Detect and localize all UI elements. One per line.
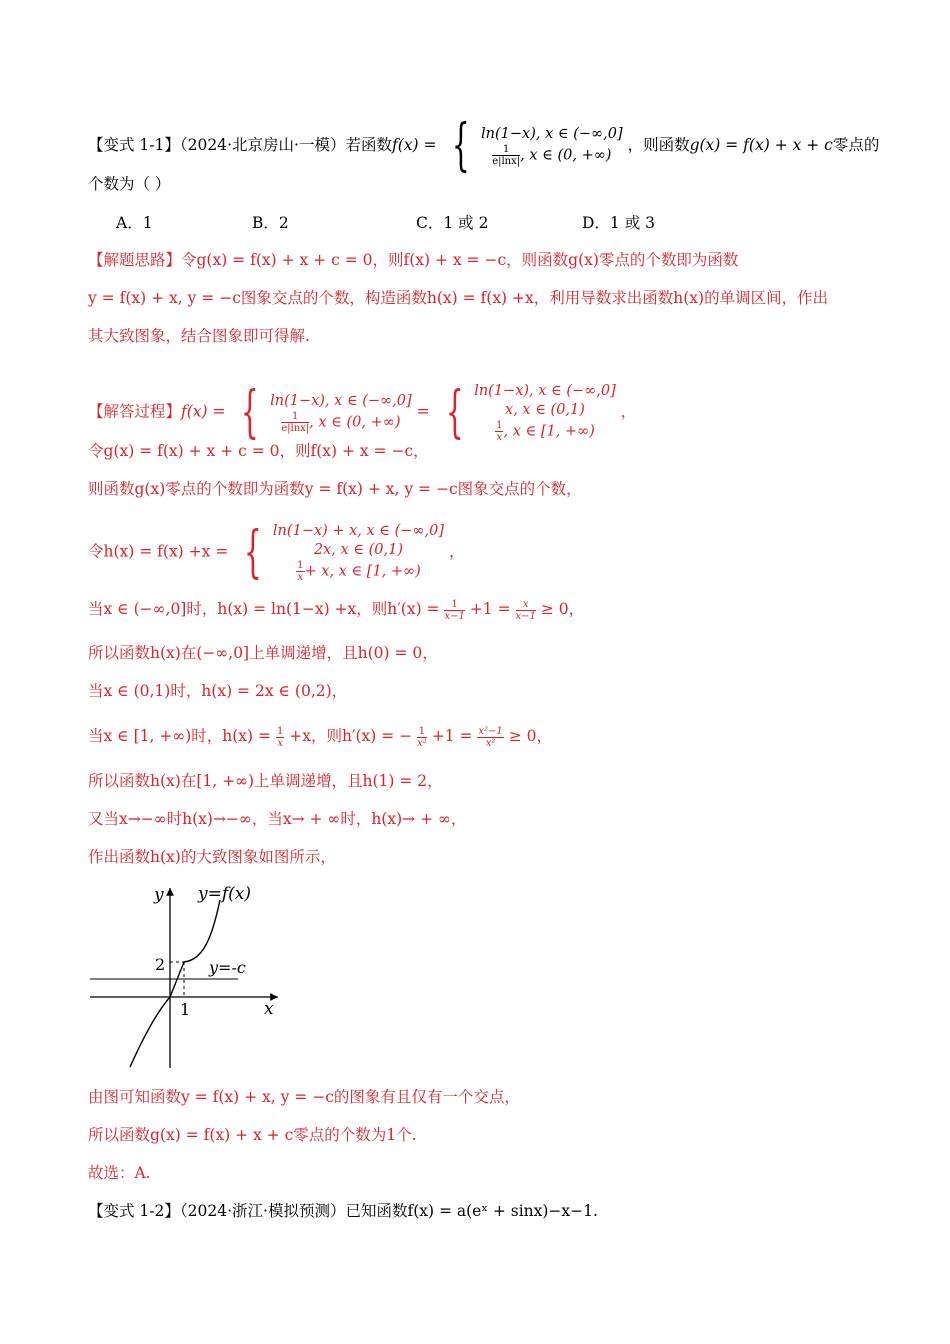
sol-line-3: 则函数g(x)零点的个数即为函数y = f(x) + x, y = −c图象交点的个数， bbox=[88, 480, 582, 498]
q1-case1: ln(1−x), x ∈ (−∞,0] bbox=[481, 126, 623, 142]
sol-comma: ， bbox=[448, 542, 465, 561]
sol-l5a: 当x ∈ (−∞,0]时，h(x) = ln(1−x) +x，则h′(x) = bbox=[88, 600, 440, 618]
frac-num: 1 bbox=[492, 144, 520, 156]
sol-l8c: +1 = bbox=[431, 727, 473, 745]
sol-l8-frac1 bbox=[276, 726, 284, 749]
frac-den: x−1 bbox=[515, 610, 536, 622]
q1-case2-domain: , x ∈ (0, +∞) bbox=[520, 147, 612, 164]
frac-num: 1 bbox=[418, 725, 426, 737]
sol-line-10: 又当x→−∞时h(x)→−∞，当x→ + ∞时，h(x)→ + ∞， bbox=[88, 810, 467, 828]
frac-num: 1 bbox=[444, 599, 464, 611]
sol-line-6: 所以函数h(x)在(−∞,0]上单调递增，且h(0) = 0， bbox=[88, 644, 438, 662]
sol-h3 bbox=[273, 560, 444, 583]
sol-h3-domain: + x, x ∈ [1, +∞) bbox=[304, 563, 421, 580]
sol-h1: ln(1−x) + x, x ∈ (−∞,0] bbox=[272, 523, 445, 539]
q1-piecewise-rows bbox=[481, 125, 623, 167]
brace: { bbox=[241, 379, 260, 445]
sol-line-9: 所以函数h(x)在[1, +∞)上单调递增，且h(1) = 2， bbox=[88, 772, 443, 790]
line-label: y=-c bbox=[209, 958, 246, 977]
brace: { bbox=[244, 519, 262, 585]
option-b: B．2 bbox=[252, 214, 289, 232]
q1-fx: f(x) = bbox=[391, 136, 437, 154]
frac-den: x bbox=[277, 737, 283, 749]
sol-piecewise-a bbox=[230, 379, 412, 445]
idea-line-3: 其大致图象，结合图象即可得解. bbox=[88, 327, 310, 345]
frac-num: 1 bbox=[281, 411, 309, 423]
frac-num: x²−1 bbox=[478, 725, 503, 737]
q2-text: 已知函数f(x) = a(eˣ + sinx)−x−1. bbox=[345, 1202, 598, 1220]
brace: { bbox=[452, 113, 471, 178]
q1-gx: g(x) = f(x) + x + c bbox=[689, 136, 833, 154]
curve-label: y=f(x) bbox=[198, 884, 251, 904]
sol-l5-frac2 bbox=[516, 599, 536, 622]
q1-tag: 【变式 1-1】 bbox=[88, 136, 180, 154]
sol-comma: ， bbox=[620, 402, 637, 421]
q1-stem-2: 个数为（ ） bbox=[88, 175, 171, 193]
option-d: D．1 或 3 bbox=[582, 214, 656, 232]
q1-source: （2024·北京房山·一模） bbox=[179, 136, 346, 154]
frac-num: x bbox=[516, 599, 536, 611]
idea-line-2: y = f(x) + x, y = −c图象交点的个数，构造函数h(x) = f(x) +x，利用导数求出函数h(x)的单调区间，作出 bbox=[88, 289, 829, 307]
sol-a2-frac bbox=[281, 411, 309, 434]
q1-case2 bbox=[481, 144, 623, 167]
sol-line-1 bbox=[88, 379, 637, 445]
brace: { bbox=[445, 379, 464, 445]
sol-a1: ln(1−x), x ∈ (−∞,0] bbox=[270, 392, 412, 409]
sol-l8b: +x，则h′(x) = − bbox=[289, 727, 413, 745]
frac-den: x bbox=[297, 572, 304, 583]
frac-den: x bbox=[496, 432, 503, 443]
sol-l8d: ≥ 0， bbox=[508, 727, 553, 745]
q1-piecewise bbox=[441, 113, 623, 178]
sol-h2: 2x, x ∈ (0,1) bbox=[313, 542, 404, 558]
q2-stem bbox=[88, 1200, 598, 1222]
sol-line-7: 当x ∈ (0,1)时，h(x) = 2x ∈ (0,2)， bbox=[88, 682, 348, 700]
sol-h3-frac bbox=[296, 560, 304, 583]
sol-line-12: 由图可知函数y = f(x) + x, y = −c的图象有且仅有一个交点， bbox=[88, 1088, 520, 1106]
sol-line-2: 令g(x) = f(x) + x + c = 0，则f(x) + x = −c， bbox=[88, 442, 429, 460]
sol-fx: f(x) = bbox=[181, 402, 226, 421]
sol-b3 bbox=[474, 420, 616, 443]
tick-y-2: 2 bbox=[155, 955, 166, 974]
frac-num: 1 bbox=[276, 725, 284, 737]
frac-den: e|lnx| bbox=[281, 422, 310, 434]
sol-h-piecewise bbox=[233, 519, 445, 585]
option-c: C．1 或 2 bbox=[416, 214, 489, 232]
sol-line-14: 故选：A. bbox=[88, 1164, 151, 1182]
tick-x-1: 1 bbox=[180, 1000, 191, 1019]
sol-a2 bbox=[270, 411, 412, 434]
function-graph bbox=[88, 878, 288, 1073]
sol-l5b: +1 = bbox=[469, 600, 511, 618]
q1-stem-a: 若函数 bbox=[345, 136, 392, 154]
q1-case2-frac bbox=[492, 144, 520, 167]
sol-eq: = bbox=[416, 402, 430, 421]
frac-den: x² bbox=[417, 737, 427, 749]
sol-l5c: ≥ 0， bbox=[540, 600, 585, 618]
curve-h bbox=[130, 900, 220, 1067]
sol-line-11: 作出函数h(x)的大致图象如图所示， bbox=[88, 848, 336, 866]
q1-stem-c: 零点的 bbox=[832, 136, 880, 154]
sol-piecewise-b bbox=[435, 379, 616, 445]
sol-piecewise-b-rows bbox=[474, 382, 616, 443]
sol-h-label: 令h(x) = f(x) +x = bbox=[88, 542, 229, 561]
frac-num: 1 bbox=[496, 420, 503, 431]
frac-den: x−1 bbox=[444, 610, 465, 622]
sol-l5-frac1 bbox=[444, 599, 464, 622]
sol-line-13: 所以函数g(x) = f(x) + x + c零点的个数为1个. bbox=[88, 1126, 417, 1144]
q2-tag: 【变式 1-2】 bbox=[88, 1202, 180, 1220]
sol-piecewise-a-rows bbox=[270, 392, 412, 434]
idea-line-1: 【解题思路】令g(x) = f(x) + x + c = 0，则f(x) + x = −c，则函数g(x)零点的个数即为函数 bbox=[88, 251, 739, 269]
q1-stem bbox=[88, 113, 880, 178]
frac-num: 1 bbox=[297, 560, 304, 571]
sol-line-5 bbox=[88, 598, 584, 622]
frac-den: x² bbox=[485, 737, 496, 749]
frac-den: e|lnx| bbox=[492, 156, 521, 167]
sol-l8-frac2 bbox=[417, 726, 427, 749]
sol-h-def bbox=[88, 519, 465, 585]
sol-label: 【解答过程】 bbox=[88, 402, 182, 421]
q2-source: （2024·浙江·模拟预测） bbox=[179, 1202, 346, 1220]
sol-a2-domain: , x ∈ (0, +∞) bbox=[309, 414, 401, 430]
sol-b3-domain: , x ∈ [1, +∞) bbox=[503, 423, 595, 440]
sol-h-rows bbox=[273, 522, 444, 583]
sol-l8a: 当x ∈ [1, +∞)时，h(x) = bbox=[88, 727, 272, 745]
y-axis-label: y bbox=[154, 885, 164, 905]
option-a: A．1 bbox=[116, 214, 153, 232]
x-axis-label: x bbox=[264, 999, 274, 1019]
sol-b2: x, x ∈ (0,1) bbox=[505, 402, 585, 418]
sol-l8-frac3 bbox=[477, 726, 503, 749]
sol-b1: ln(1−x), x ∈ (−∞,0] bbox=[474, 383, 616, 399]
sol-line-8 bbox=[88, 725, 552, 749]
q1-stem-b: ，则函数 bbox=[627, 136, 690, 154]
